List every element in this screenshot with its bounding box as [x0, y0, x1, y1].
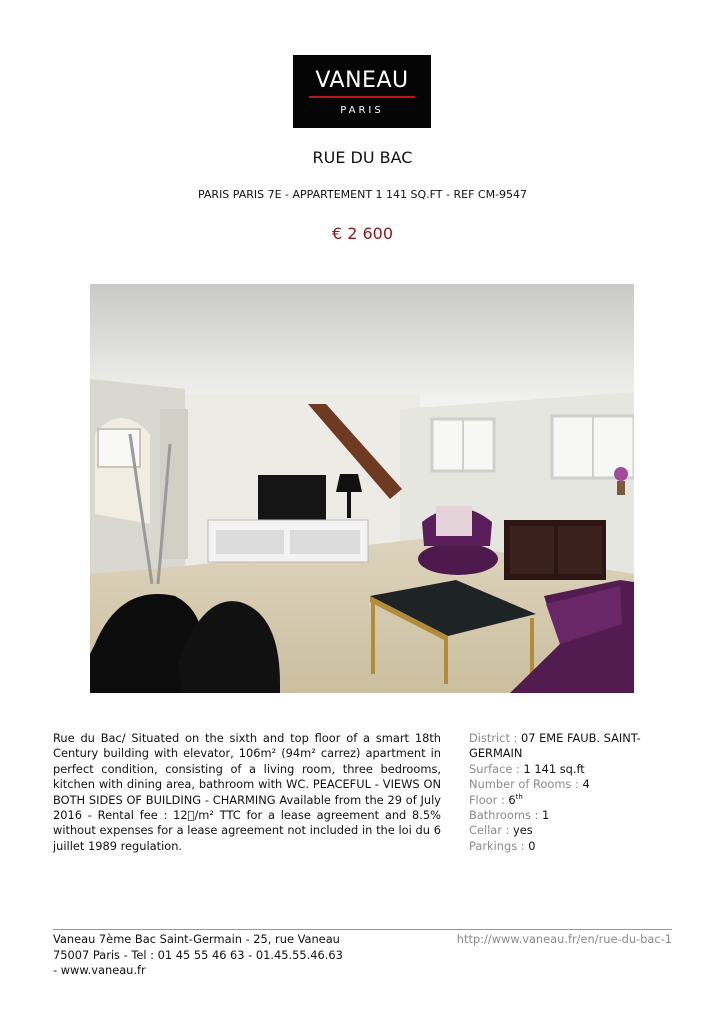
- apartment-photo: [90, 284, 634, 693]
- detail-rooms: [469, 777, 669, 792]
- district-value: 07 EME FAUB. SAINT-GERMAIN: [469, 731, 641, 761]
- bathrooms-value: 1: [541, 808, 550, 823]
- surface-value: 1 141 sq.ft: [523, 761, 585, 776]
- district-label: District :: [469, 731, 521, 745]
- rooms-label: Number of Rooms :: [469, 777, 583, 792]
- detail-floor: [469, 793, 669, 808]
- detail-surface: [469, 762, 669, 777]
- listing-price: € 2 600: [331, 224, 394, 243]
- vaneau-logo: [293, 55, 431, 128]
- logo-divider: [309, 96, 415, 98]
- listing-description: Rue du Bac/ Situated on the sixth and top floor of a smart 18th Century building with elevator, 106m² (94m² carrez) apartment in perfect condition, consisting of a living room, three bedrooms, kitchen with dining area, bathroom with WC. PEACEFUL - VIEWS ON BOTH SIDES OF BUILDING - CHARMING Available from the 29 of July 2016 - Rental fee : 12 /m² TTC for a lease agreement and 8.5% without expenses for a lease agreement not included in the loi du 6 juillet 1989 regulation.: [53, 731, 441, 853]
- footer-address: [53, 932, 383, 979]
- bathrooms-label: Bathrooms :: [469, 808, 542, 823]
- footer-url[interactable]: http://www.vaneau.fr/en/rue-du-bac-1: [456, 932, 672, 946]
- footer-address-line3[interactable]: - www.vaneau.fr: [53, 963, 146, 978]
- floor-value: 6: [508, 792, 516, 807]
- surface-label: Surface :: [469, 761, 524, 776]
- floor-suffix: th: [515, 792, 523, 801]
- property-details: [469, 731, 669, 854]
- floor-label: Floor :: [469, 792, 509, 807]
- logo-name: VANEAU: [315, 68, 409, 93]
- parkings-value: 0: [528, 838, 536, 853]
- detail-district: [469, 731, 669, 762]
- parkings-label: Parkings :: [469, 838, 529, 853]
- footer-address-line1: Vaneau 7ème Bac Saint-Germain - 25, rue Vaneau: [53, 932, 340, 946]
- detail-bathrooms: [469, 808, 669, 823]
- footer-address-line2: 75007 Paris - Tel : 01 45 55 46 63 - 01.45.55.46.63: [53, 947, 343, 962]
- detail-parkings: [469, 839, 669, 854]
- footer-divider: [53, 929, 672, 930]
- detail-cellar: [469, 823, 669, 838]
- logo-city: PARIS: [340, 105, 384, 116]
- rooms-value: 4: [582, 777, 590, 792]
- cellar-value: yes: [513, 823, 533, 838]
- cellar-label: Cellar :: [469, 823, 514, 838]
- listing-subtitle: PARIS PARIS 7E - APPARTEMENT 1 141 SQ.FT - REF CM-9547: [197, 188, 528, 201]
- listing-title: RUE DU BAC: [312, 148, 413, 167]
